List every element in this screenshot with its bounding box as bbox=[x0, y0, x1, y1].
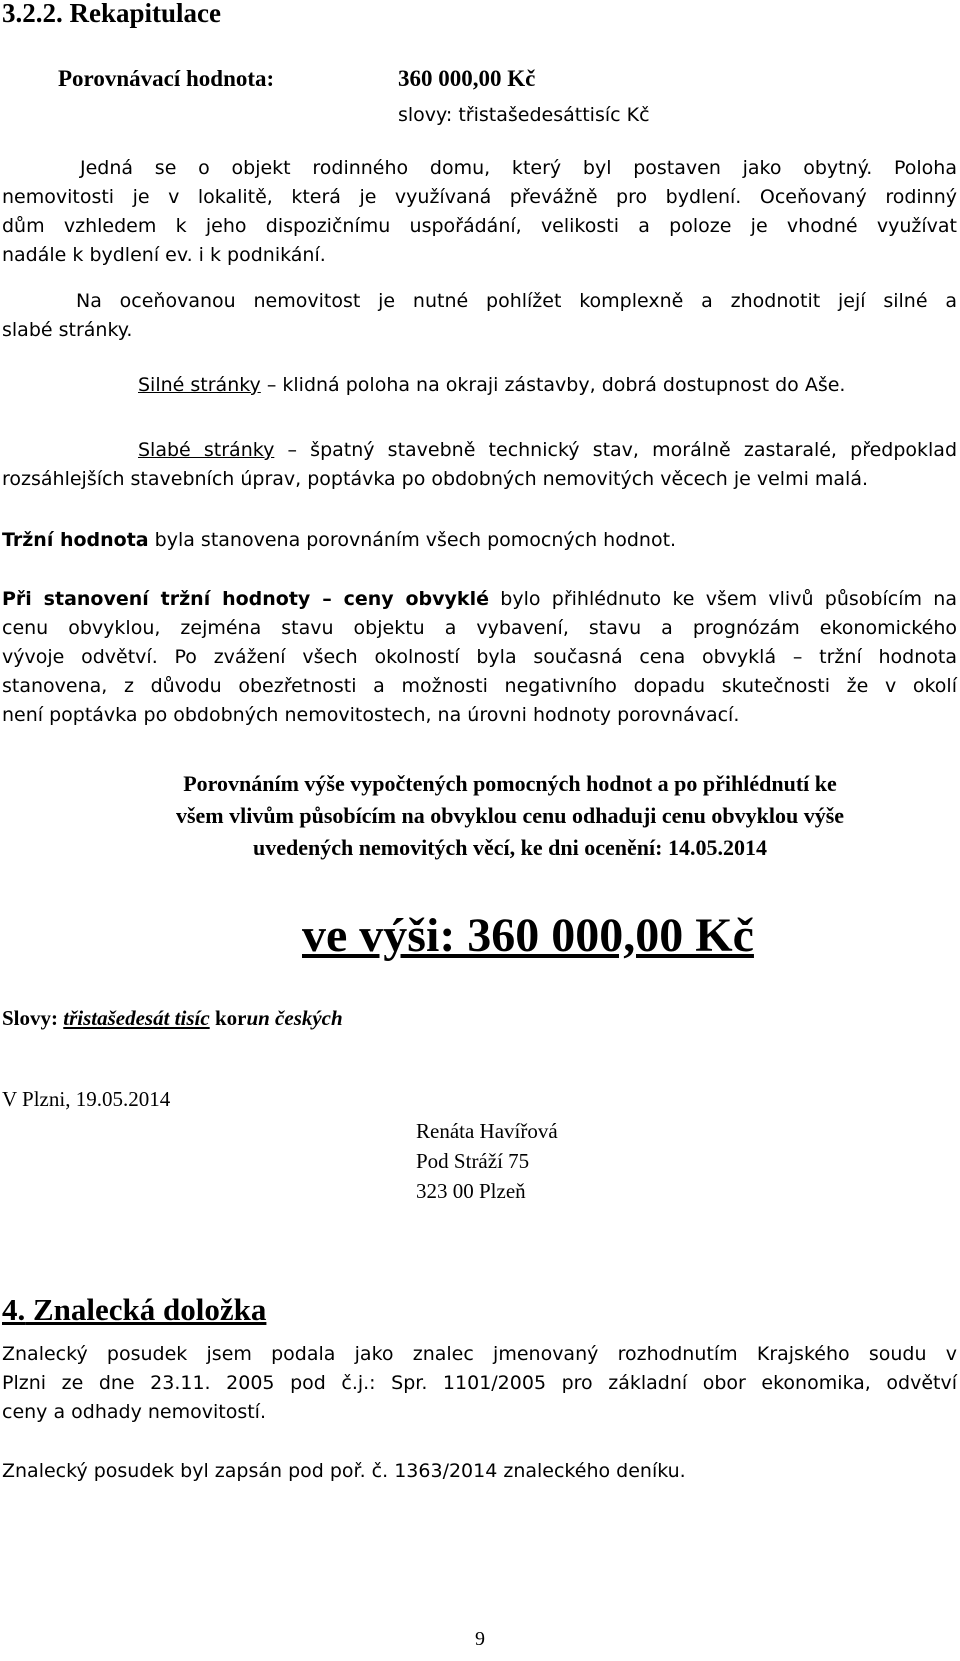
section-4-text: Znalecká doložka bbox=[33, 1292, 267, 1327]
paragraph-line: rozsáhlejších stavebních úprav, poptávka po obdobných nemovitých věcech je velmi malá. bbox=[2, 468, 869, 490]
words-part-3: un českých bbox=[246, 1006, 343, 1030]
weaknesses-label: Slabé stránky bbox=[138, 439, 275, 461]
paragraph-line bbox=[2, 436, 957, 465]
paragraph-line: Jedná se o objekt rodinného domu, který byl postaven jako obytný. Poloha bbox=[80, 157, 957, 179]
comparison-words: slovy: třistašedesáttisíc Kč bbox=[398, 104, 650, 126]
registration-note: Znalecký posudek byl zapsán pod poř. č. 1363/2014 znaleckého deníku. bbox=[2, 1460, 686, 1482]
market-value-bold: Tržní hodnota bbox=[2, 529, 149, 551]
paragraph-line: cenu obvyklou, zejména stavu objektu a vybavení, stavu a prognózám ekonomického bbox=[2, 617, 957, 639]
paragraph-line: Na oceňovanou nemovitost je nutné pohlížet komplexně a zhodnotit její silné a bbox=[76, 290, 957, 312]
strengths-text: – klidná poloha na okraji zástavby, dobrá dostupnost do Aše. bbox=[260, 374, 846, 396]
paragraph-line: nemovitosti je v lokalitě, která je využívaná převážně pro bydlení. Oceňovaný rodinný bbox=[2, 186, 957, 208]
signature-block bbox=[416, 1116, 558, 1206]
paragraph-description bbox=[2, 154, 957, 270]
comparison-label: Porovnávací hodnota: bbox=[58, 66, 275, 91]
paragraph-line bbox=[2, 526, 957, 555]
words-part-1: třistašedesát tisíc bbox=[63, 1006, 210, 1030]
words-label: Slovy: bbox=[2, 1006, 59, 1030]
paragraph-line: dům vzhledem k jeho dispozičnímu uspořádání, velikosti a poloze je vhodné využívat bbox=[2, 215, 957, 237]
paragraph-line: nadále k bydlení ev. i k podnikání. bbox=[2, 244, 326, 266]
weaknesses-text: – špatný stavebně technický stav, morálně zastaralé, předpoklad bbox=[274, 439, 958, 461]
determination-text: bylo přihlédnuto ke všem vlivů působícím na bbox=[488, 588, 957, 610]
paragraph-determination bbox=[2, 585, 957, 730]
paragraph-line: není poptávka po obdobných nemovitostech, na úrovni hodnoty porovnávací. bbox=[2, 704, 740, 726]
clause-line: Znalecký posudek jsem podala jako znalec jmenovaný rozhodnutím Krajského soudu v bbox=[2, 1343, 957, 1365]
market-value-text: byla stanovena porovnáním všech pomocných hodnot. bbox=[148, 529, 677, 551]
summary-statement bbox=[80, 768, 940, 864]
paragraph-line bbox=[2, 585, 957, 614]
summary-line: všem vlivům působícím na obvyklou cenu odhaduji cenu obvyklou výše bbox=[175, 803, 845, 828]
page-number: 9 bbox=[475, 1628, 485, 1650]
paragraph-weaknesses bbox=[2, 436, 957, 494]
place-date: V Plzni, 19.05.2014 bbox=[2, 1087, 171, 1111]
clause-line: ceny a odhady nemovitostí. bbox=[2, 1401, 266, 1423]
signature-street: Pod Stráží 75 bbox=[416, 1149, 530, 1173]
paragraph-line: stanovena, z důvodu obezřetnosti a možnosti negativního dopadu skutečnosti že v okolí bbox=[2, 675, 957, 697]
signature-city: 323 00 Plzeň bbox=[416, 1179, 526, 1203]
final-value: ve výši: 360 000,00 Kč bbox=[302, 909, 754, 962]
section-title: 3.2.2. Rekapitulace bbox=[2, 0, 221, 28]
section-4-number: 4. bbox=[2, 1292, 26, 1327]
summary-line: Porovnáním výše vypočtených pomocných hodnot a po přihlédnutí ke bbox=[183, 771, 837, 796]
paragraph-line: slabé stránky. bbox=[2, 319, 133, 341]
strengths-label: Silné stránky bbox=[138, 374, 261, 396]
determination-bold: Při stanovení tržní hodnoty – ceny obvyklé bbox=[2, 588, 489, 610]
paragraph-strengths bbox=[138, 374, 958, 396]
signature-name: Renáta Havířová bbox=[416, 1119, 558, 1143]
section-4-title bbox=[2, 1292, 266, 1328]
paragraph-market-value bbox=[2, 526, 957, 555]
expert-clause bbox=[2, 1340, 957, 1427]
words-part-2: kor bbox=[214, 1006, 247, 1030]
paragraph-line: vývoje odvětví. Po zvážení všech okolností byla současná cena obvyklá – tržní hodnota bbox=[2, 646, 957, 668]
comparison-value: 360 000,00 Kč bbox=[398, 66, 536, 91]
summary-line: uvedených nemovitých věcí, ke dni ocenění: 14.05.2014 bbox=[253, 835, 767, 860]
amount-in-words bbox=[2, 1006, 343, 1031]
clause-line: Plzni ze dne 23.11. 2005 pod č.j.: Spr. 1101/2005 pro základní obor ekonomika, odvětví bbox=[2, 1372, 957, 1394]
paragraph-assessment bbox=[2, 287, 957, 345]
